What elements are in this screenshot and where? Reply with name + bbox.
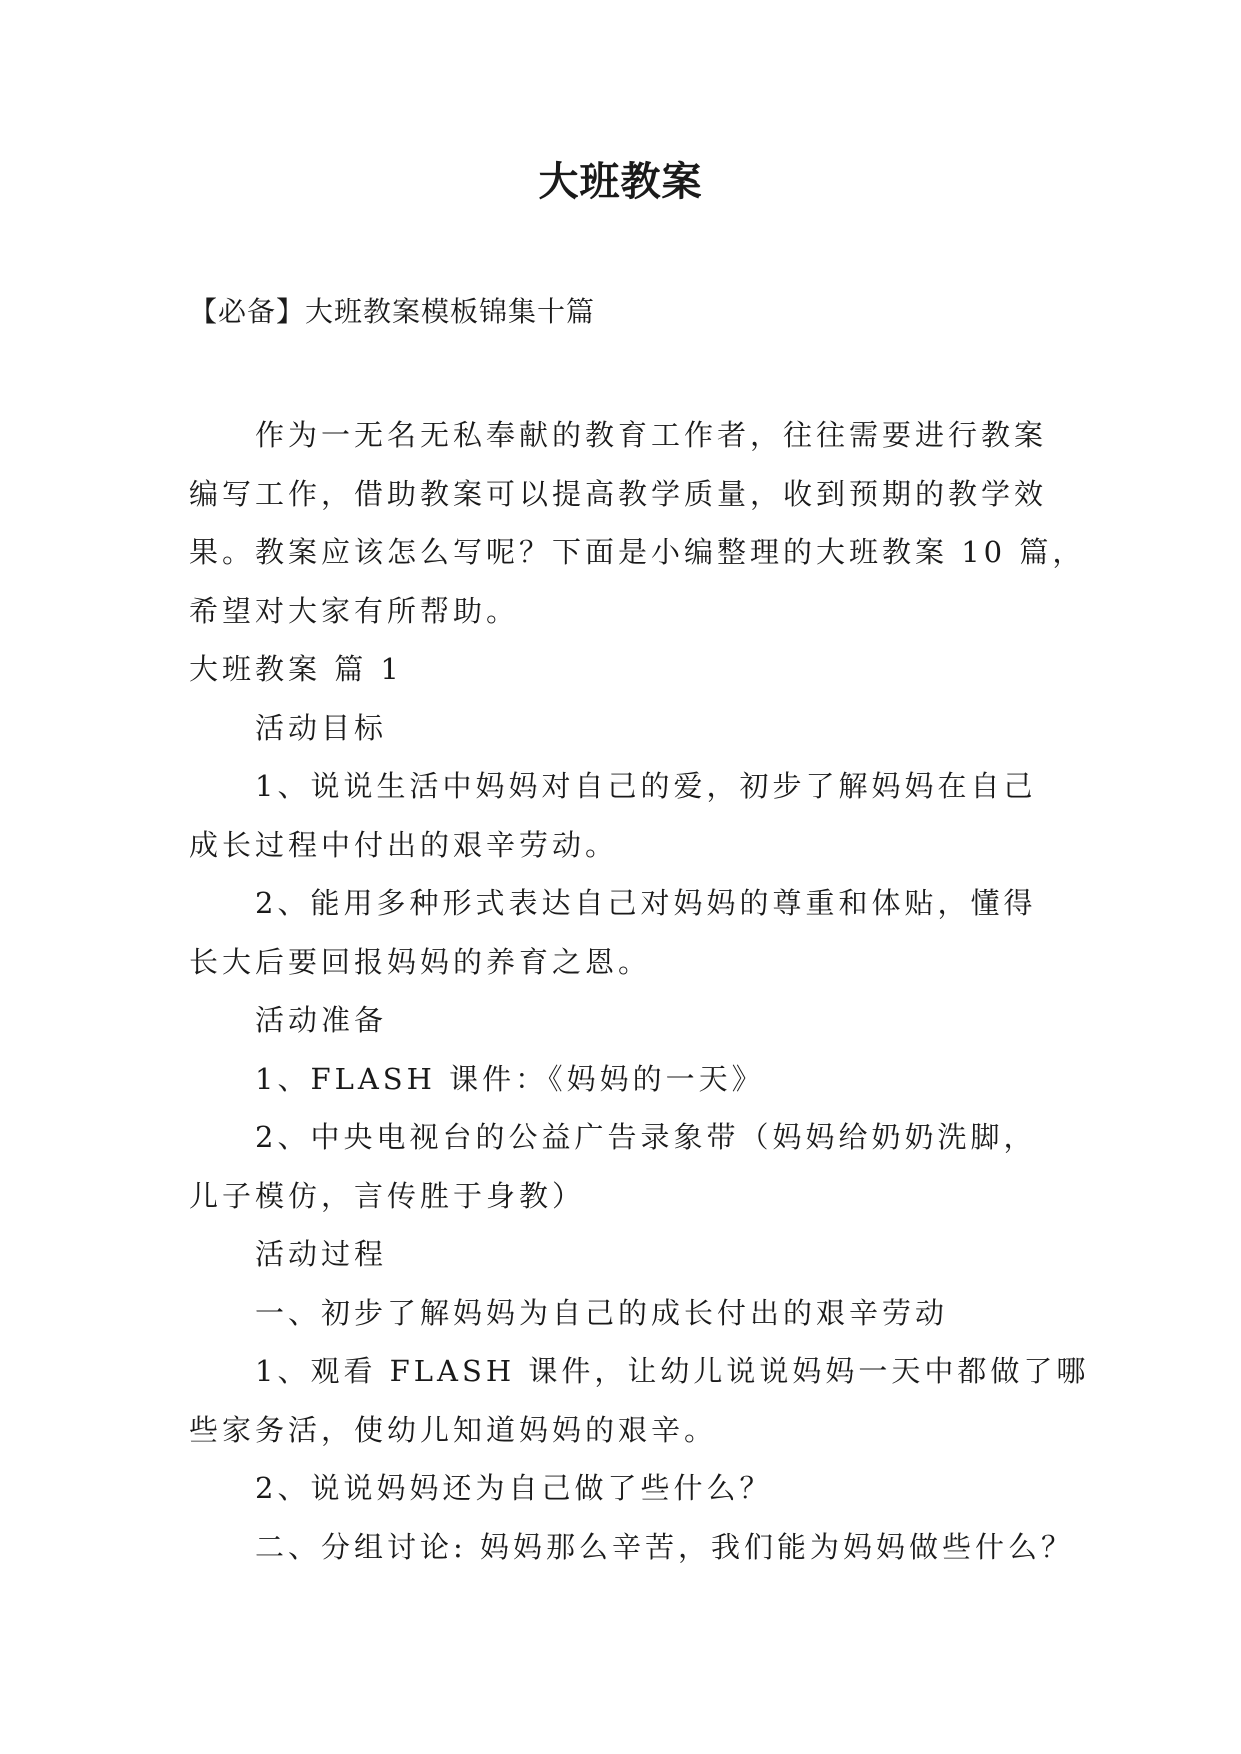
paragraph-line: 儿子模仿，言传胜于身教） <box>189 1178 586 1213</box>
paragraph-line: 2、能用多种形式表达自己对妈妈的尊重和体贴，懂得 <box>255 886 1037 920</box>
paragraph-line: 1、说说生活中妈妈对自己的爱，初步了解妈妈在自己 <box>255 769 1037 803</box>
document-subtitle: 【必备】大班教案模板锦集十篇 <box>189 295 596 328</box>
paragraph-line: 1、FLASH 课件：《妈妈的一天》 <box>255 1061 765 1096</box>
paragraph-line: 希望对大家有所帮助。 <box>189 593 520 628</box>
paragraph-line: 一、初步了解妈妈为自己的成长付出的艰辛劳动 <box>255 1295 949 1330</box>
section-heading: 大班教案 篇 1 <box>189 652 403 686</box>
paragraph-line: 二、分组讨论: 妈妈那么辛苦，我们能为妈妈做些什么？ <box>255 1529 1074 1564</box>
section-subheading: 活动过程 <box>255 1237 388 1271</box>
paragraph-line: 2、说说妈妈还为自己做了些什么？ <box>255 1471 773 1505</box>
paragraph-line: 2、中央电视台的公益广告录象带（妈妈给奶奶洗脚， <box>255 1120 1037 1154</box>
paragraph-line: 果。教案应该怎么写呢？下面是小编整理的大班教案 10 篇， <box>189 535 1086 569</box>
paragraph-line: 1、观看 FLASH 课件，让幼儿说说妈妈一天中都做了哪 <box>255 1354 1090 1388</box>
paragraph-line: 作为一无名无私奉献的教育工作者，往往需要进行教案 <box>255 418 1048 452</box>
paragraph-line: 编写工作，借助教案可以提高教学质量，收到预期的教学效 <box>189 476 1048 511</box>
section-subheading: 活动准备 <box>255 1003 388 1037</box>
document-body <box>189 406 1090 1576</box>
section-subheading: 活动目标 <box>255 710 388 745</box>
paragraph-line: 成长过程中付出的艰辛劳动。 <box>189 827 619 862</box>
paragraph-line: 长大后要回报妈妈的养育之恩。 <box>189 944 652 979</box>
paragraph-line: 些家务活，使幼儿知道妈妈的艰辛。 <box>189 1412 718 1447</box>
document-title: 大班教案 <box>538 158 703 205</box>
